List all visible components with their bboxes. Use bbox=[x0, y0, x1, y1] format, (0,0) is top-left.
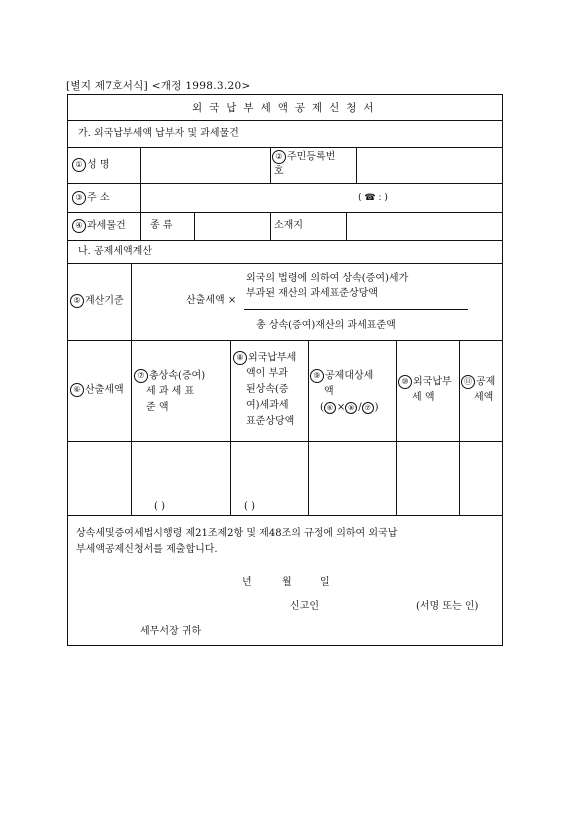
row-divider bbox=[68, 441, 502, 442]
row-divider bbox=[68, 515, 502, 516]
col7-line2: 세 과 세 표 bbox=[146, 386, 195, 397]
resident-id-label: ② 주민등록번 bbox=[272, 150, 335, 165]
circle-number: ⑩ bbox=[398, 375, 412, 389]
statement-line1: 상속세및증여세법시행령 제21조제2항 및 제48조의 규정에 의하여 외국납 bbox=[76, 528, 398, 539]
circle-number: ⑦ bbox=[134, 369, 148, 383]
basis-label: ⑤ 계산기준 bbox=[70, 294, 124, 309]
statement-line2: 부세액공제신청서를 제출합니다. bbox=[76, 544, 218, 555]
numerator-line1: 외국의 법령에 의하여 상속(증여)세가 bbox=[246, 273, 409, 284]
name-label: ① 성 명 bbox=[72, 158, 110, 173]
fraction-bar bbox=[244, 309, 468, 310]
col8-line3: 된상속(증 bbox=[246, 384, 289, 395]
row-divider bbox=[68, 147, 502, 148]
col7-line3: 준 액 bbox=[146, 402, 169, 413]
date-day: 일 bbox=[320, 577, 330, 588]
col-divider bbox=[230, 340, 231, 515]
col10-line2: 세 액 bbox=[412, 392, 435, 403]
col-divider bbox=[356, 147, 357, 183]
col-divider bbox=[194, 212, 195, 240]
col11-line1: ⑪ 공제 bbox=[461, 375, 495, 390]
col-divider bbox=[459, 340, 460, 515]
row-divider bbox=[68, 340, 502, 341]
row-divider bbox=[68, 183, 502, 184]
numerator-line2: 부과된 재산의 과세표준상당액 bbox=[246, 288, 378, 299]
applicant-label: 신고인 bbox=[290, 601, 319, 612]
circle-number: ⑨ bbox=[310, 369, 324, 383]
col8-paren: ( ) bbox=[244, 501, 255, 512]
address-label: ③ 주 소 bbox=[72, 191, 110, 206]
col8-line5: 표준상당액 bbox=[246, 416, 295, 427]
col-divider bbox=[131, 263, 132, 340]
col9-line1: ⑨ 공제대상세 bbox=[310, 369, 373, 384]
type-label: 종 류 bbox=[150, 220, 173, 231]
col-divider bbox=[131, 340, 132, 515]
col9-line2: 액 bbox=[324, 386, 334, 397]
col-divider bbox=[270, 212, 271, 240]
date-month: 월 bbox=[282, 577, 292, 588]
col-divider bbox=[346, 212, 347, 240]
section-b-heading: 나. 공제세액계산 bbox=[78, 246, 152, 257]
col8-line4: 여)세과세 bbox=[246, 400, 289, 411]
row-divider bbox=[68, 212, 502, 213]
col11-line2: 세액 bbox=[474, 392, 494, 403]
circle-number: ① bbox=[72, 158, 86, 172]
circle-number: ④ bbox=[72, 219, 86, 233]
form-header: [별지 제7호서식] <개정 1998.3.20> bbox=[66, 80, 251, 92]
col8-line2: 액이 부과 bbox=[246, 368, 288, 379]
circle-number: ⑤ bbox=[70, 294, 84, 308]
col-divider bbox=[308, 340, 309, 515]
circle-number: ⑥ bbox=[70, 383, 84, 397]
row-divider bbox=[68, 120, 502, 121]
location-label: 소재지 bbox=[274, 220, 303, 231]
date-year: 년 bbox=[242, 577, 252, 588]
denominator: 총 상속(증여)재산의 과세표준액 bbox=[256, 320, 396, 331]
col8-line1: ⑧ 외국납부세 bbox=[233, 351, 296, 366]
col7-line1: ⑦ 총상속(증여) bbox=[134, 369, 205, 384]
col-divider bbox=[140, 147, 141, 240]
computed-tax-label: ⑥ 산출세액 bbox=[70, 383, 124, 398]
circle-number: ② bbox=[272, 150, 286, 164]
circle-number: ⑧ bbox=[233, 351, 247, 365]
section-a-heading: 가. 외국납부세액 납부자 및 과세물건 bbox=[78, 128, 239, 139]
row-divider bbox=[68, 263, 502, 264]
col9-formula: ( ⑥ × ⑧ / ⑦ ) bbox=[320, 402, 379, 413]
col7-paren: ( ) bbox=[154, 501, 165, 512]
row-divider bbox=[68, 240, 502, 241]
phone-field: ( ☎ : ) bbox=[358, 193, 388, 203]
addressee: 세무서장 귀하 bbox=[140, 626, 202, 637]
signature-label: (서명 또는 인) bbox=[416, 601, 479, 612]
taxable-label: ④ 과세물건 bbox=[72, 219, 126, 234]
circle-number: ③ bbox=[72, 191, 86, 205]
col-divider bbox=[396, 340, 397, 515]
circle-number: ⑪ bbox=[461, 375, 475, 389]
col10-line1: ⑩ 외국납부 bbox=[398, 375, 452, 390]
resident-id-label-cont: 호 bbox=[274, 166, 284, 177]
form-title: 외국납부세액공제신청서 bbox=[192, 102, 381, 114]
application-form bbox=[67, 94, 503, 646]
formula-label: 산출세액 × bbox=[186, 295, 237, 306]
col-divider bbox=[270, 147, 271, 183]
